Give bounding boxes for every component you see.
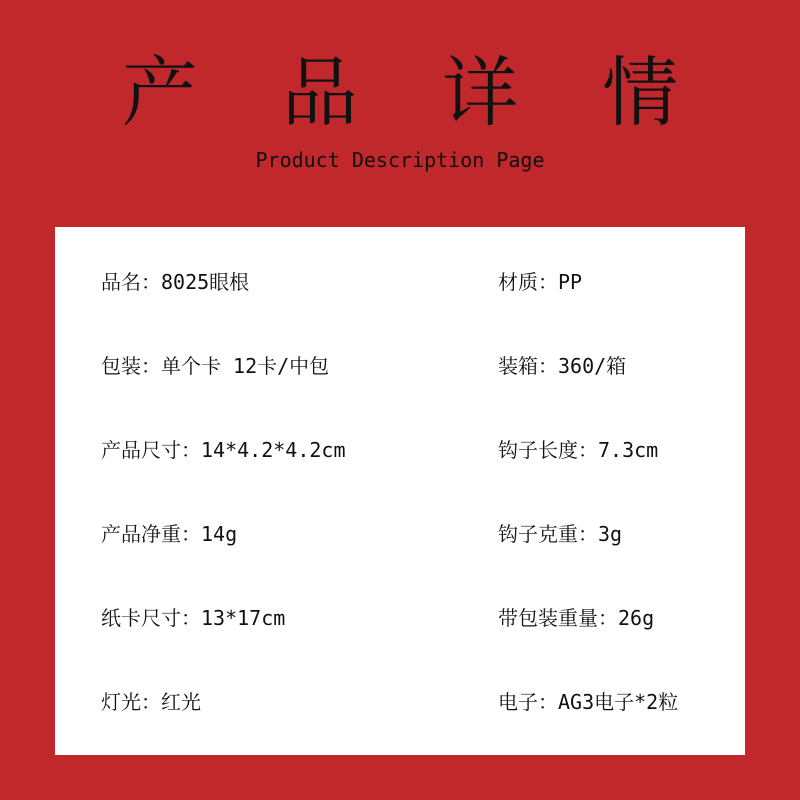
spec-carton-quantity: 装箱：360/箱 [498, 354, 627, 378]
spec-hook-length: 钩子长度：7.3cm [498, 438, 659, 462]
spec-packaging: 包装：单个卡 12卡/中包 [101, 354, 330, 378]
spec-card [55, 227, 745, 755]
spec-light: 灯光：红光 [101, 690, 201, 714]
page-title: 产 品 详 情 [121, 48, 709, 137]
spec-hook-weight: 钩子克重：3g [498, 522, 623, 546]
spec-material: 材质：PP [498, 270, 583, 294]
spec-packaged-weight: 带包装重量：26g [498, 606, 655, 630]
spec-net-weight: 产品净重：14g [101, 522, 238, 546]
spec-card-size: 纸卡尺寸：13*17cm [101, 606, 286, 630]
page-subtitle: Product Description Page [255, 148, 545, 172]
spec-product-name: 品名：8025眼根 [101, 270, 250, 294]
spec-product-size: 产品尺寸：14*4.2*4.2cm [101, 438, 346, 462]
spec-electronics: 电子：AG3电子*2粒 [498, 690, 679, 714]
